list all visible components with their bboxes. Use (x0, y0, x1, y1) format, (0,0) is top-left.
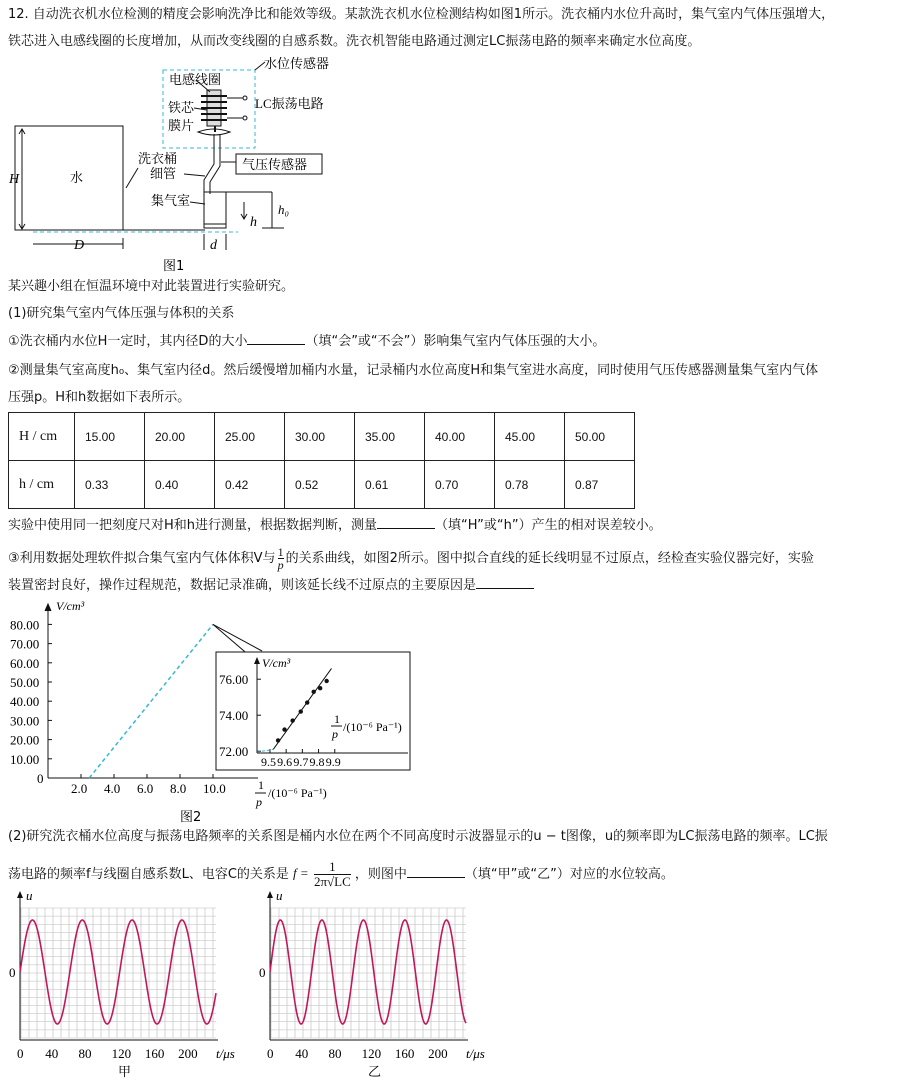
y-axis-label: V/cm³ (56, 599, 85, 613)
u-axis-arrow (267, 891, 273, 898)
x-tick-label: 10.0 (203, 781, 226, 796)
table-cell: 0.40 (145, 461, 215, 509)
table-cell: 25.00 (215, 413, 285, 461)
y-tick-label: 30.00 (10, 713, 40, 729)
x-tick-label: 2.0 (71, 781, 88, 796)
origin-label: 0 (17, 1046, 24, 1061)
x-tick-label: 6.0 (137, 781, 154, 796)
zero-label: 0 (9, 965, 16, 980)
label-iron-core: 铁芯 (168, 101, 195, 116)
inset-x-tick-label: 9.9 (325, 755, 341, 769)
table-cell: 40.00 (425, 413, 495, 461)
label-membrane: 膜片 (168, 119, 195, 134)
chamber (204, 192, 226, 228)
oscillogram-yi (250, 888, 500, 1078)
label-lc-circuit: LC振荡电路 (255, 96, 324, 111)
label-chamber: 集气室 (151, 194, 191, 209)
figure2-chart (0, 595, 420, 827)
table-cell: 0.78 (495, 461, 565, 509)
oscillogram-jia (0, 888, 250, 1078)
answer-blank-3[interactable] (476, 576, 534, 589)
inset-data-point (324, 679, 328, 683)
y-tick-label: 20.00 (10, 732, 40, 748)
y-tick-label: 80.00 (10, 617, 40, 633)
inset-x-tick-label: 9.5 (260, 755, 276, 769)
fit-line-dashed (89, 624, 213, 778)
table-cell: 50.00 (565, 413, 635, 461)
figure2-caption: 图2 (180, 810, 202, 825)
inset-x-tick-label: 9.8 (309, 755, 325, 769)
t-tick-label: 200 (178, 1046, 198, 1061)
table-cell: 0.42 (215, 461, 285, 509)
inset-x-label-num: 1 (334, 712, 340, 726)
zero-label: 0 (259, 965, 266, 980)
y-tick-label: 50.00 (10, 675, 40, 690)
table-cell: 0.61 (355, 461, 425, 509)
frequency-formula: f = $\frac{1}{2\pi√LC}$ (293, 859, 351, 889)
inset-data-point (312, 690, 316, 694)
intro-line-1: 12. 自动洗衣机水位检测的精度会影响洗净比和能效等级。某款洗衣机水位检测结构如图1所示。洗衣桶内水位升高时，集气室内气体压强增大， (8, 7, 835, 22)
label-h: h (250, 215, 257, 230)
label-coil: 电感线圈 (169, 73, 222, 88)
q3-line-1: ③利用数据处理软件拟合集气室内气体体积V与 $\frac{1}{p}$ 的关系曲线，如图2所示。图中拟合直线的延长线明显不过原点，经检查实验仪器完好，实验 (8, 545, 814, 572)
q2-after-line: 实验中使用同一把刻度尺对H和h进行测量，根据数据判断，测量 （填“H”或“h”）产生的相对误差较小。 (8, 518, 662, 533)
table-row-header: H / cm (9, 413, 75, 461)
inset-data-point (305, 700, 309, 704)
y-tick-label: 10.00 (10, 751, 40, 767)
inset-y-label: V/cm³ (262, 656, 291, 670)
table-row-header: h / cm (9, 461, 75, 509)
table-cell: 0.52 (285, 461, 355, 509)
label-pressure-sensor: 气压传感器 (242, 158, 308, 173)
label-d: d (210, 238, 217, 253)
inset-data-point (299, 709, 303, 713)
table-row (9, 461, 635, 509)
inset-y-tick-label: 72.00 (219, 744, 249, 760)
table-cell: 0.33 (75, 461, 145, 509)
table-cell: 30.00 (285, 413, 355, 461)
y-tick-label: 60.00 (10, 655, 40, 671)
t-tick-label: 80 (328, 1046, 342, 1061)
part2-line-1: (2)研究洗衣桶水位高度与振荡电路频率的关系图是桶内水位在两个不同高度时示波器显示的u − t图像，u的频率即为LC振荡电路的频率。LC振 (8, 829, 828, 844)
one-over-p: $\frac{1}{p}$ (277, 545, 284, 572)
table-cell: 0.87 (565, 461, 635, 509)
t-tick-label: 200 (428, 1046, 448, 1061)
t-tick-label: 120 (361, 1046, 382, 1061)
y-tick-label: 40.00 (10, 694, 40, 710)
x-axis-label-num: 1 (258, 778, 264, 792)
x-tick-label: 8.0 (170, 781, 187, 796)
part2-line-2: 荡电路的频率f与线圈自感系数L、电容C的关系是 f = $\frac{1}{2\pi√LC}$ ，则图中 （填“甲”或“乙”）对应的水位较高。 (8, 859, 674, 889)
sine-wave (270, 920, 466, 1024)
q2-line-2: 压强p。H和h数据如下表所示。 (8, 390, 191, 405)
inset-data-point (276, 738, 280, 742)
sine-wave (20, 920, 216, 1024)
y-tick-label: 70.00 (10, 636, 40, 652)
table-cell: 45.00 (495, 413, 565, 461)
t-tick-label: 40 (295, 1046, 309, 1061)
x-tick-label: 4.0 (104, 781, 121, 796)
table-cell: 20.00 (145, 413, 215, 461)
label-H: H (9, 172, 20, 187)
origin-label: 0 (267, 1046, 274, 1061)
label-water: 水 (70, 171, 84, 186)
table-cell: 0.70 (425, 461, 495, 509)
label-D: D (74, 238, 85, 253)
label-h0: h₀ (278, 202, 290, 217)
zoom-connector (213, 624, 262, 651)
label-water-level-sensor: 水位传感器 (264, 57, 330, 72)
part1-title: (1)研究集气室内气体压强与体积的关系 (8, 306, 235, 321)
inset-data-point (282, 727, 286, 731)
label-tub: 洗衣桶 (138, 152, 178, 167)
t-tick-label: 160 (144, 1046, 165, 1061)
x-axis-label-unit: /(10⁻⁶ Pa⁻¹) (268, 786, 327, 800)
graph-name-label: 甲 (118, 1065, 132, 1078)
q2-line-1: ②测量集气室高度h₀、集气室内径d。然后缓慢增加桶内水量，记录桶内水位高度H和集气室进水高度，同时使用气压传感器测量集气室内气体 (8, 363, 819, 378)
q3-line-2: 装置密封良好，操作过程规范，数据记录准确，则该延长线不过原点的主要原因是 (8, 576, 534, 595)
data-table (8, 412, 635, 509)
u-axis-label: u (276, 888, 283, 903)
t-tick-label: 80 (78, 1046, 92, 1061)
t-tick-label: 160 (394, 1046, 415, 1061)
y-axis-arrow (45, 604, 51, 611)
t-tick-label: 120 (111, 1046, 132, 1061)
inset-x-label-den: p (332, 727, 338, 741)
u-axis-label: u (26, 888, 33, 903)
origin-label: 0 (37, 771, 44, 786)
table-cell: 15.00 (75, 413, 145, 461)
x-axis-label-den: p (256, 795, 262, 809)
inset-x-tick-label: 9.7 (293, 755, 309, 769)
inset-y-tick-label: 74.00 (219, 708, 249, 724)
q1-line: ①洗衣桶内水位H一定时，其内径D的大小 （填“会”或“不会”）影响集气室内气体压强的大小。 (8, 334, 606, 349)
graph-name-label: 乙 (368, 1065, 382, 1078)
u-axis-arrow (17, 891, 23, 898)
inset-x-tick-label: 9.6 (277, 755, 293, 769)
t-axis-label: t/μs (216, 1046, 235, 1061)
answer-blank-4[interactable] (407, 865, 465, 878)
answer-blank-2[interactable] (377, 516, 435, 529)
inset-y-tick-label: 76.00 (219, 672, 249, 688)
label-tube: 细管 (150, 167, 177, 182)
t-axis-label: t/μs (466, 1046, 485, 1061)
table-row (9, 413, 635, 461)
t-tick-label: 40 (45, 1046, 59, 1061)
inset-data-point (290, 718, 294, 722)
table-cell: 35.00 (355, 413, 425, 461)
inset-x-label-unit: /(10⁻⁶ Pa⁻¹) (343, 720, 402, 734)
intro-line-2: 铁芯进入电感线圈的长度增加，从而改变线圈的自感系数。洗衣机智能电路通过测定LC振荡电路的频率来确定水位高度。 (8, 34, 701, 49)
setup-line: 某兴趣小组在恒温环境中对此装置进行实验研究。 (8, 279, 295, 294)
figure1-caption: 图1 (163, 259, 185, 274)
figure1-diagram (0, 52, 360, 277)
inset-data-point (318, 686, 322, 690)
answer-blank-1[interactable] (247, 332, 305, 345)
